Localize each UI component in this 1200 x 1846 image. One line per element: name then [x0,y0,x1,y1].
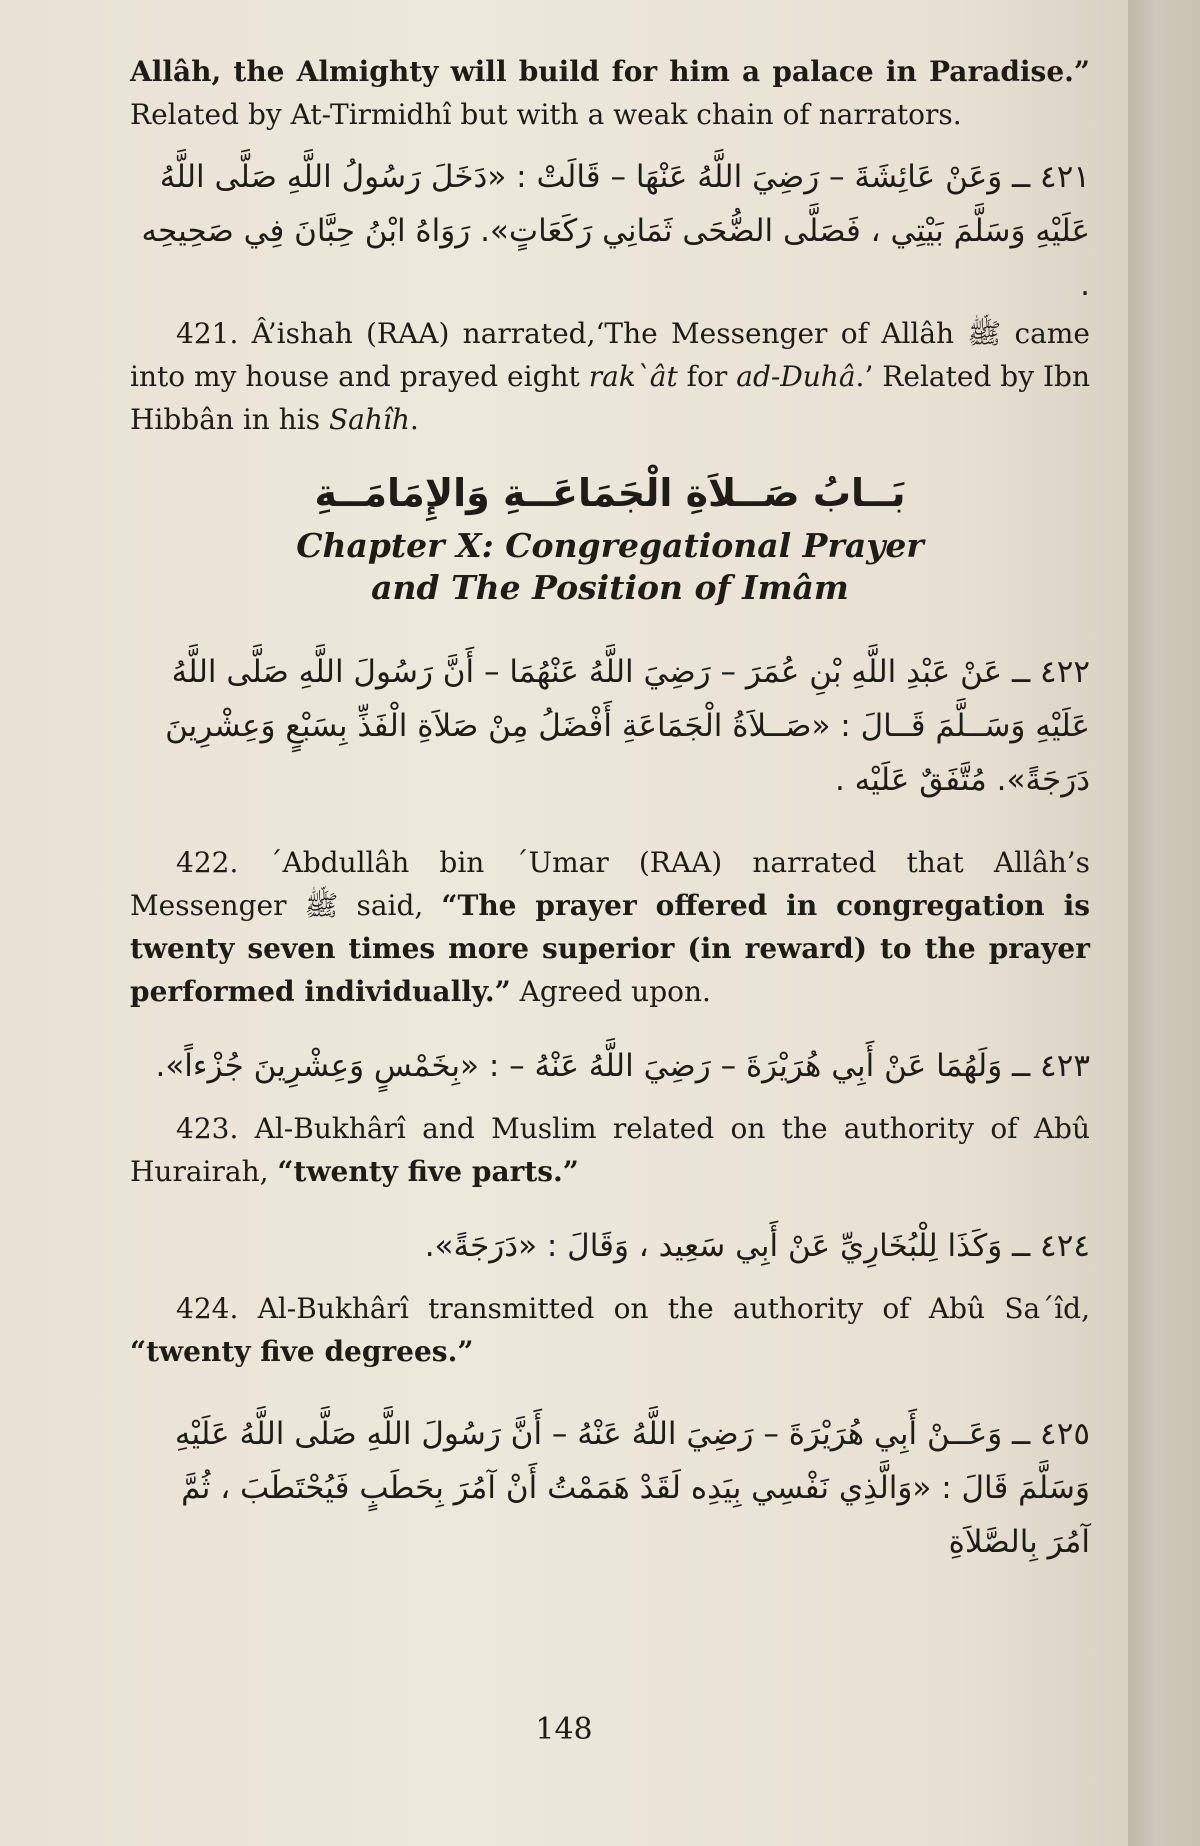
salutation-icon: ﷺ [304,889,339,922]
hadith-424-arabic: ٤٢٤ ــ وَكَذَا لِلْبُخَارِيِّ عَنْ أَبِي سَعِيد ، وَقَالَ : «دَرَجَةً». [424,1228,1090,1264]
hadith-423-bold: “twenty five parts.” [277,1155,579,1188]
hadith-423-text-a: Al-Bukhârî and Muslim related on the authority of Abû Hurairah, [130,1112,1090,1188]
hadith-421-text-a: Â’ishah (RAA) narrated,‘The Messenger of Allâh [238,317,968,350]
hadith-421-text-d: .’ Related by Ibn Hibbân in his [130,360,1091,436]
term-ad-duha: ad-Duhâ [736,360,856,393]
hadith-422-english [130,841,1090,1013]
chapter-english-title [130,525,1090,609]
hadith-421-text-e: . [409,403,419,436]
hadith-422-text-c: Agreed upon. [510,975,711,1008]
hadith-421-text-b: came into my house and prayed eight [130,317,1090,393]
intro-bold: Allâh, the Almighty will build for him a palace in Paradise.” [130,55,1090,88]
salutation-icon: ﷺ [967,317,1002,350]
hadith-424-number: 424. [176,1292,239,1325]
hadith-423-arabic: ٤٢٣ ــ وَلَهُمَا عَنْ أَبِي هُرَيْرَةَ – رَضِيَ اللَّهُ عَنْهُ – : «بِخَمْسٍ وَعِشْرِينَ جُزْءاً». [155,1048,1090,1084]
intro-paragraph [130,50,1090,136]
hadith-422-number: 422. [176,846,239,879]
term-rakat: rak`ât [588,360,678,393]
hadith-425-arabic: ٤٢٥ ــ وَعَــنْ أَبِي هُرَيْرَةَ – رَضِيَ اللَّهُ عَنْهُ – أَنَّ رَسُولَ اللَّهِ صَلَّى اللَّهُ عَلَيْهِ وَسَلَّمَ قَالَ : «وَالَّذِي نَفْسِي بِيَدِه لَقَدْ هَمَمْتُ أَنْ آمُرَ بِحَطَبٍ فَيُحْتَطَبَ ، ثُمَّ آمُرَ بِالصَّلاَةِ [174,1416,1090,1560]
hadith-422-text-b: said, [338,889,442,922]
hadith-421-text-c: for [677,360,737,393]
term-sahih: Sahîh [329,403,410,436]
chapter-title-line-2: and The Position of Imâm [371,568,849,607]
hadith-421-english [130,312,1090,441]
hadith-421-number: 421. [176,317,239,350]
hadith-422-bold: “The prayer offered in congregation is twenty seven times more superior (in reward) to the prayer performed individually.” [130,889,1090,1008]
page-number: 148 [535,1712,593,1747]
page-content [130,50,1090,1569]
next-page-edge [1128,0,1200,1846]
intro-plain: Related by At-Tirmidhî but with a weak chain of narrators. [130,98,962,131]
hadith-424-english [130,1287,1090,1373]
hadith-423-number: 423. [176,1112,239,1145]
hadith-422-arabic: ٤٢٢ ــ عَنْ عَبْدِ اللَّهِ بْنِ عُمَرَ – رَضِيَ اللَّهُ عَنْهُمَا – أَنَّ رَسُولَ اللَّهِ صَلَّى اللَّهُ عَلَيْهِ وَسَــلَّمَ قَــالَ : «صَــلاَةُ الْجَمَاعَةِ أَفْضَلُ مِنْ صَلاَةِ الْفَذِّ بِسَبْعٍ وَعِشْرِينَ دَرَجَةً». مُتَّفَقٌ عَلَيْه . [165,654,1090,798]
hadith-423-english [130,1107,1090,1193]
hadith-421-arabic: ٤٢١ ــ وَعَنْ عَائِشَةَ – رَضِيَ اللَّهُ عَنْهَا – قَالَتْ : «دَخَلَ رَسُولُ اللَّهِ صَلَّى اللَّهُ عَلَيْهِ وَسَلَّمَ بَيْتِي ، فَصَلَّى الضُّحَى ثَمَانِي رَكَعَاتٍ». رَوَاهُ ابْنُ حِبَّانَ فِي صَحِيحِه . [141,159,1090,303]
hadith-424-bold: “twenty five degrees.” [130,1335,474,1368]
hadith-424-text-a: Al-Bukhârî transmitted on the authority of Abû Sa´îd, [238,1292,1090,1325]
hadith-422-text-a: ´Abdullâh bin ´Umar (RAA) narrated that Allâh’s Messenger [130,846,1090,922]
chapter-title-line-1: Chapter X: Congregational Prayer [296,526,924,565]
chapter-arabic-title: بَــابُ صَــلاَةِ الْجَمَاعَــةِ وَالإِمَامَــةِ [314,471,906,515]
